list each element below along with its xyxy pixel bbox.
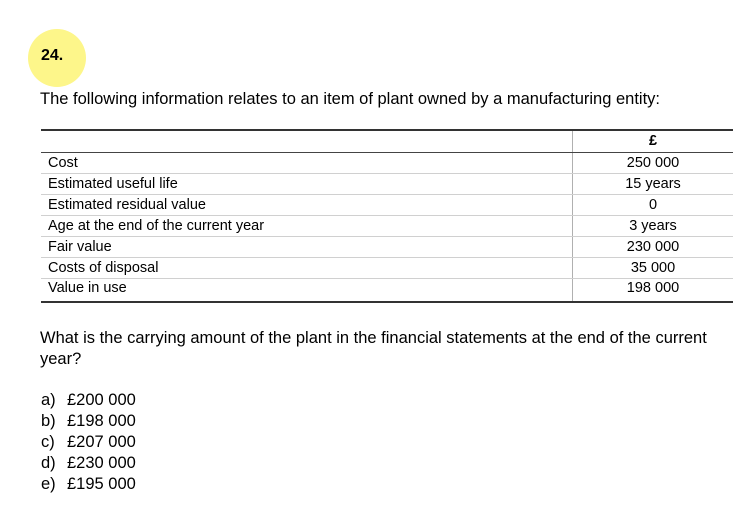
option-text: £207 000	[67, 433, 136, 451]
option-letter: d)	[41, 454, 56, 472]
option-letter: e)	[41, 475, 56, 493]
answer-option-c[interactable]	[41, 432, 136, 453]
table-row	[41, 195, 733, 216]
option-text: £198 000	[67, 412, 136, 430]
row-label: Cost	[41, 153, 573, 174]
row-value: 35 000	[573, 258, 734, 279]
row-label: Value in use	[41, 279, 573, 303]
table-row	[41, 237, 733, 258]
table-row	[41, 216, 733, 237]
table-row	[41, 258, 733, 279]
table-row	[41, 279, 733, 303]
row-label: Estimated useful life	[41, 174, 573, 195]
option-text: £195 000	[67, 475, 136, 493]
option-letter: a)	[41, 391, 56, 409]
table-row	[41, 153, 733, 174]
option-letter: b)	[41, 412, 56, 430]
table-row	[41, 174, 733, 195]
answer-options	[41, 390, 136, 495]
table-header-currency: £	[573, 130, 734, 153]
row-value: 3 years	[573, 216, 734, 237]
row-value: 0	[573, 195, 734, 216]
answer-option-d[interactable]	[41, 453, 136, 474]
question-number: 24.	[41, 47, 64, 64]
answer-option-b[interactable]	[41, 411, 136, 432]
question-text: What is the carrying amount of the plant in the financial statements at the end of the current year?	[40, 329, 707, 368]
option-text: £200 000	[67, 391, 136, 409]
table-header-row	[41, 130, 733, 153]
plant-info-table	[41, 129, 733, 303]
answer-option-a[interactable]	[41, 390, 136, 411]
row-value: 250 000	[573, 153, 734, 174]
row-label: Fair value	[41, 237, 573, 258]
row-value: 230 000	[573, 237, 734, 258]
option-text: £230 000	[67, 454, 136, 472]
row-label: Costs of disposal	[41, 258, 573, 279]
row-label: Age at the end of the current year	[41, 216, 573, 237]
option-letter: c)	[41, 433, 55, 451]
row-value: 198 000	[573, 279, 734, 303]
table-header-label	[41, 130, 573, 153]
answer-option-e[interactable]	[41, 474, 136, 495]
row-value: 15 years	[573, 174, 734, 195]
intro-text: The following information relates to an item of plant owned by a manufacturing entity:	[40, 90, 661, 108]
row-label: Estimated residual value	[41, 195, 573, 216]
